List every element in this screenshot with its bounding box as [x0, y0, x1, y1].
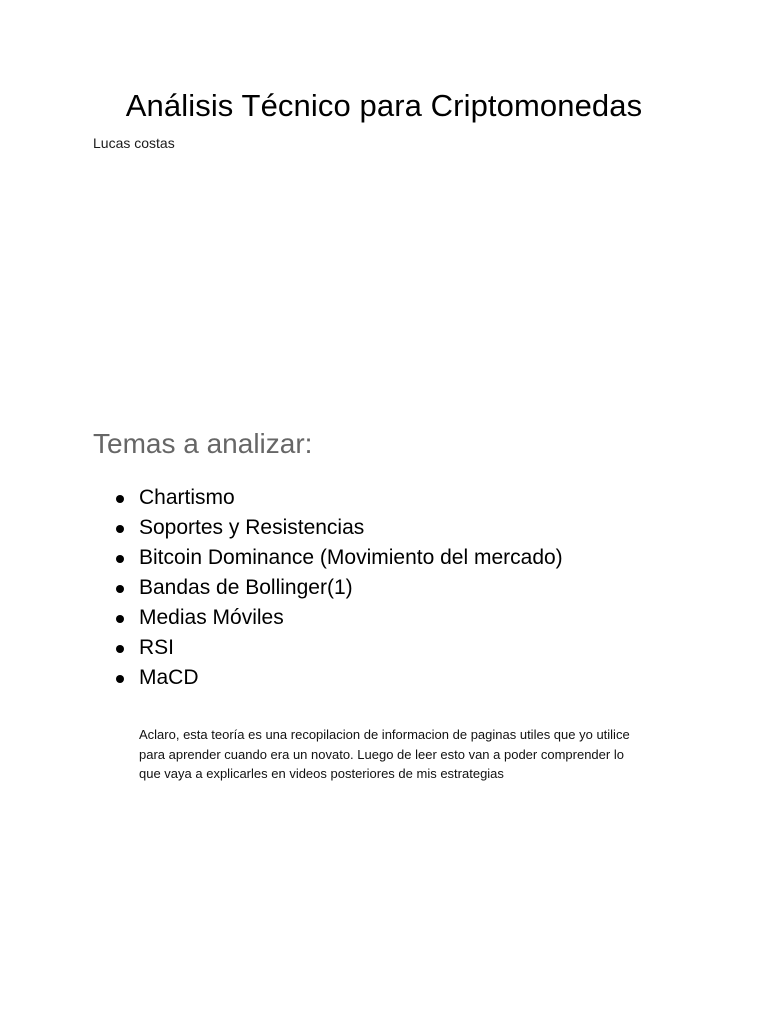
- bullet-icon: [116, 585, 124, 593]
- list-item-label: Chartismo: [139, 486, 235, 509]
- list-item-label: Bandas de Bollinger(1): [139, 576, 353, 599]
- list-item-label: Bitcoin Dominance (Movimiento del mercado): [139, 546, 563, 569]
- list-item-label: Soportes y Resistencias: [139, 516, 365, 539]
- topic-list: [93, 483, 563, 693]
- bullet-icon: [116, 555, 124, 563]
- list-item: [93, 543, 563, 573]
- bullet-icon: [116, 495, 124, 503]
- list-item: [93, 633, 563, 663]
- bullet-icon: [116, 525, 124, 533]
- list-item: [93, 513, 563, 543]
- note-line: para aprender cuando era un novato. Luego de leer esto van a poder comprender lo: [139, 746, 624, 762]
- list-item: [93, 663, 563, 693]
- note-line: Aclaro, esta teoría es una recopilacion de informacion de paginas utiles que yo utilice: [139, 727, 630, 742]
- bullet-icon: [116, 615, 124, 623]
- bullet-icon: [116, 675, 124, 683]
- document-title: Análisis Técnico para Criptomonedas: [125, 88, 643, 123]
- section-heading: Temas a analizar:: [93, 428, 313, 459]
- list-item-label: Medias Móviles: [139, 606, 284, 629]
- list-item-label: MaCD: [139, 666, 199, 689]
- bullet-icon: [116, 645, 124, 653]
- list-item: [93, 573, 563, 603]
- author-name: Lucas costas: [93, 135, 175, 151]
- list-item: [93, 603, 563, 633]
- note-paragraph: [139, 725, 699, 784]
- note-line: que vaya a explicarles en videos posteriores de mis estrategias: [139, 766, 504, 781]
- list-item: [93, 483, 563, 513]
- list-item-label: RSI: [139, 636, 175, 659]
